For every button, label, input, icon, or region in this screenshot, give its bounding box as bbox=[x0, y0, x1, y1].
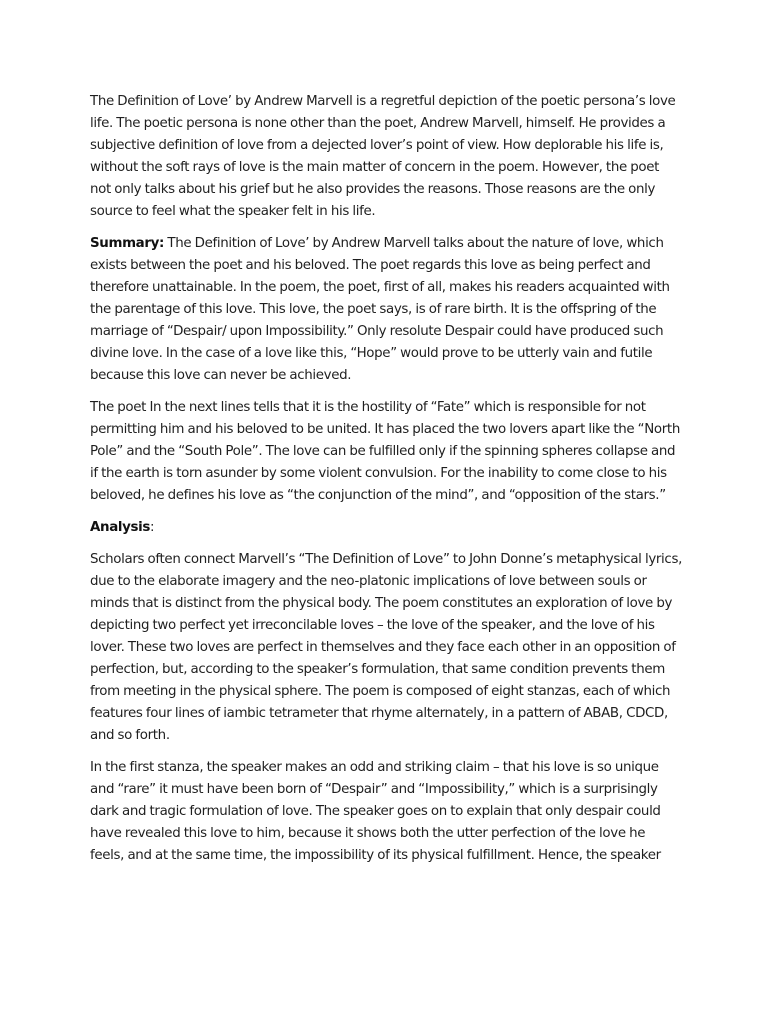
analysis-label: Analysis bbox=[90, 520, 150, 535]
fate-paragraph: The poet In the next lines tells that it is the hostility of “Fate” which is responsible for not permitting him and his beloved to be united. It has placed the two lovers apart like the “North Pole” and the “South Pole”. The love can be fulfilled only if the spinning spheres collapse and if the earth is torn asunder by some violent convulsion. For the inability to come close to his beloved, he defines his love as “the conjunction of the mind”, and “opposition of the stars.” bbox=[90, 400, 680, 503]
intro-paragraph: The Definition of Love’ by Andrew Marvell is a regretful depiction of the poetic persona’s love life. The poetic persona is none other than the poet, Andrew Marvell, himself. He provides a subjective definition of love from a dejected lover’s point of view. How deplorable his life is, without the soft rays of love is the main matter of concern in the poem. However, the poet not only talks about his grief but he also provides the reasons. Those reasons are the only source to feel what the speaker felt in his life. bbox=[90, 94, 676, 219]
document-body bbox=[90, 91, 682, 877]
summary-paragraph bbox=[90, 233, 682, 387]
analysis-colon: : bbox=[149, 520, 155, 535]
scholars-paragraph: Scholars often connect Marvell’s “The Definition of Love” to John Donne’s metaphysical lyrics, due to the elaborate imagery and the neo-platonic implications of love between souls or minds that is distinct from the physical body. The poem constitutes an exploration of love by depicting two perfect yet irreconcilable loves – the love of the speaker, and the love of his lover. These two loves are perfect in themselves and they face each other in an opposition of perfection, but, according to the speaker’s formulation, that same condition prevents them from meeting in the physical sphere. The poem is composed of eight stanzas, each of which features four lines of iambic tetrameter that rhyme alternately, in a pattern of ABAB, CDCD, and so forth. bbox=[90, 552, 682, 743]
analysis-heading bbox=[90, 517, 682, 539]
summary-text: The Definition of Love’ by Andrew Marvell talks about the nature of love, which exists between the poet and his beloved. The poet regards this love as being perfect and therefore unattainable. In the poem, the poet, first of all, makes his readers acquainted with the parentage of this love. This love, the poet says, is of rare birth. It is the offspring of the marriage of “Despair/ upon Impossibility.” Only resolute Despair could have produced such divine love. In the case of a love like this, “Hope” would prove to be utterly vain and futile because this love can never be achieved. bbox=[90, 236, 670, 383]
first-stanza-paragraph: In the first stanza, the speaker makes an odd and striking claim – that his love is so unique and “rare” it must have been born of “Despair” and “Impossibility,” which is a surprisingly dark and tragic formulation of love. The speaker goes on to explain that only despair could have revealed this love to him, because it shows both the utter perfection of the love he feels, and at the same time, the impossibility of its physical fulfillment. Hence, the speaker bbox=[90, 760, 661, 863]
summary-label: Summary: bbox=[90, 236, 165, 251]
